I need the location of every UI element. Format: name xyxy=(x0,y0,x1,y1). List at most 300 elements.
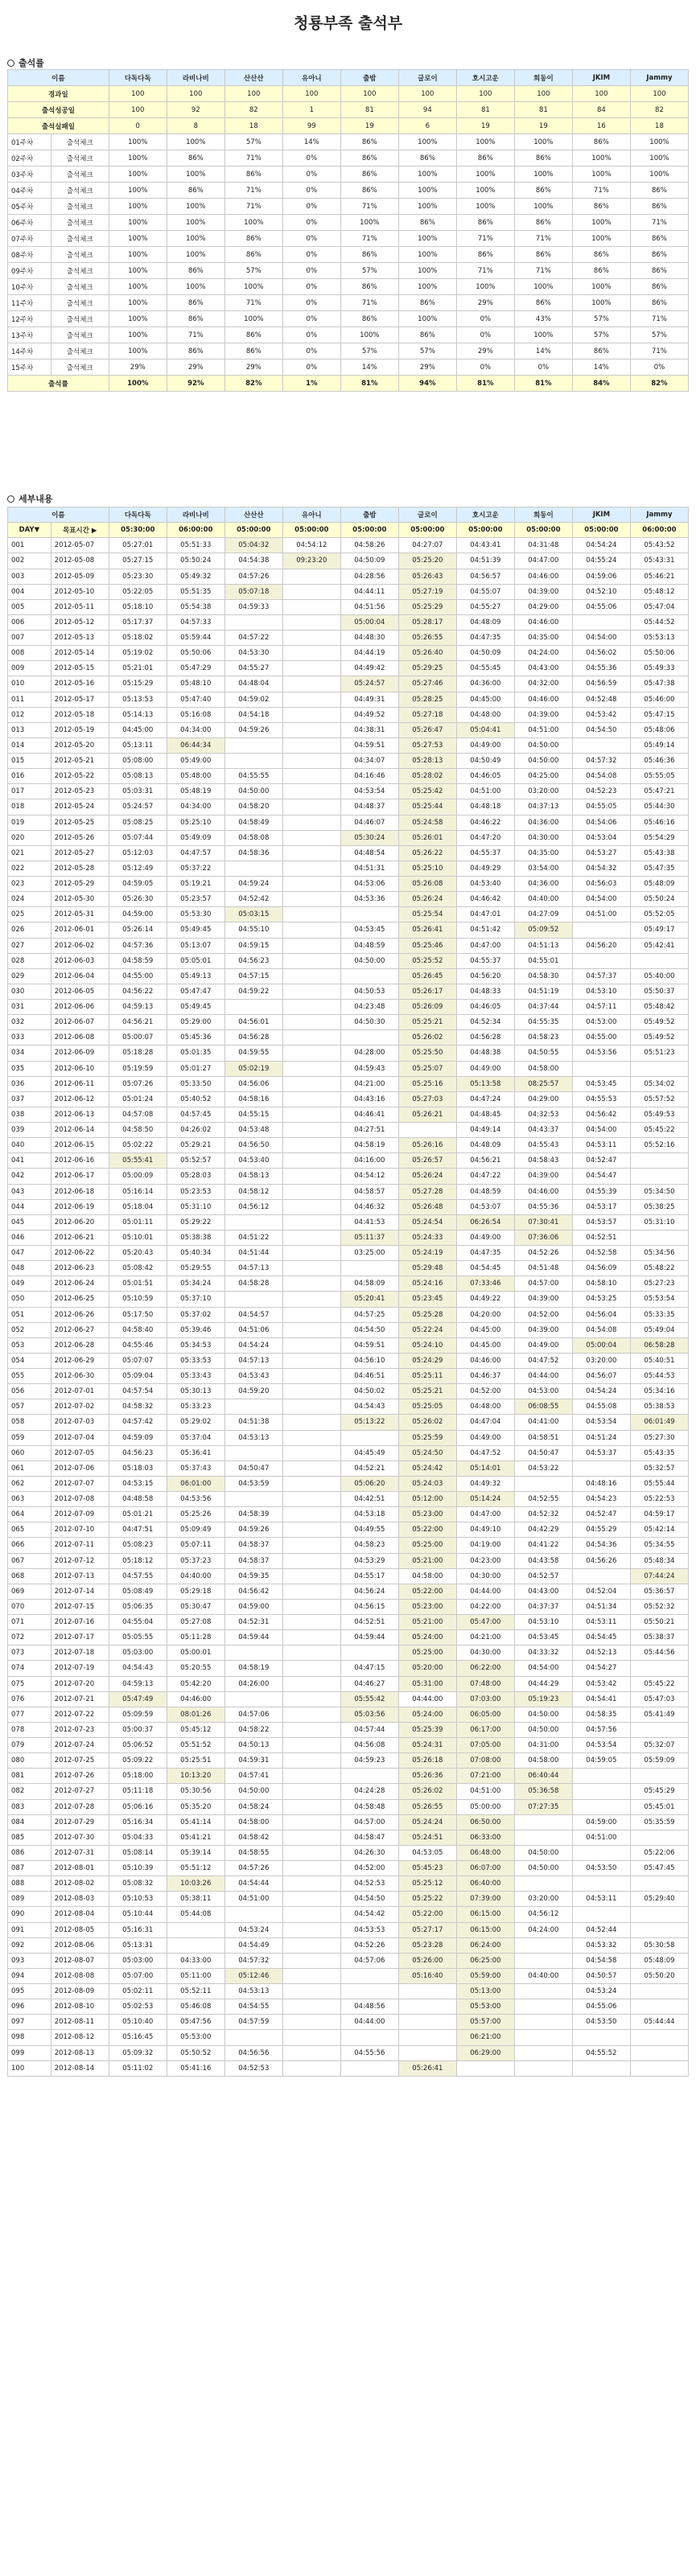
check-in-time: 05:54:29 xyxy=(630,830,688,845)
check-in-time: 05:27:01 xyxy=(109,538,167,553)
check-in-time: 06:07:00 xyxy=(456,1861,514,1876)
check-in-time xyxy=(282,676,340,692)
check-in-time: 05:23:28 xyxy=(398,1937,456,1953)
day-row xyxy=(8,631,689,646)
check-in-time: 05:04:41 xyxy=(456,722,514,737)
check-in-time xyxy=(340,907,398,922)
date: 2012-07-02 xyxy=(51,1399,109,1415)
check-in-time: 05:09:52 xyxy=(514,922,572,938)
check-in-time: 04:50:02 xyxy=(340,1384,398,1399)
check-in-time: 04:26:00 xyxy=(224,1676,282,1691)
check-in-time: 04:46:00 xyxy=(514,569,572,584)
week-row xyxy=(8,166,689,183)
check-in-time: 04:47:00 xyxy=(456,938,514,953)
check-in-time: 04:55:35 xyxy=(514,1015,572,1030)
day-row xyxy=(8,1892,689,1907)
check-in-time: 05:47:40 xyxy=(167,692,224,707)
check-in-time xyxy=(282,569,340,584)
week-percent: 71% xyxy=(224,199,282,215)
section-label: 세부내용 xyxy=(19,494,53,504)
day-row xyxy=(8,2030,689,2045)
check-in-time xyxy=(282,1922,340,1937)
week-percent: 0% xyxy=(282,150,340,166)
check-in-time: 05:25:10 xyxy=(398,861,456,876)
check-in-time: 04:47:22 xyxy=(456,1169,514,1184)
check-in-time: 06:21:00 xyxy=(456,2030,514,2045)
day-row xyxy=(8,1769,689,1784)
date: 2012-06-24 xyxy=(51,1276,109,1292)
day-row xyxy=(8,661,689,676)
date: 2012-05-12 xyxy=(51,614,109,630)
check-in-time: 04:59:23 xyxy=(340,1753,398,1769)
day-row xyxy=(8,569,689,584)
date: 2012-08-14 xyxy=(51,2060,109,2076)
check-in-time: 04:23:00 xyxy=(456,1553,514,1568)
check-in-time: 04:59:15 xyxy=(224,938,282,953)
check-in-time: 05:03:15 xyxy=(224,907,282,922)
day-number: 098 xyxy=(8,2030,51,2045)
check-in-time: 04:53:27 xyxy=(572,845,630,861)
check-in-time: 05:27:18 xyxy=(398,707,456,722)
week-percent: 100% xyxy=(456,279,514,295)
check-in-time: 05:25:29 xyxy=(398,599,456,614)
check-in-time: 07:03:00 xyxy=(456,1691,514,1707)
check-in-time xyxy=(282,1461,340,1476)
check-in-time xyxy=(282,614,340,630)
week-percent: 0% xyxy=(282,215,340,231)
day-number: 094 xyxy=(8,1968,51,1983)
check-in-time: 04:53:15 xyxy=(109,1476,167,1491)
check-in-time: 04:55:53 xyxy=(572,1091,630,1107)
target-time: 05:00:00 xyxy=(282,523,340,538)
day-row xyxy=(8,1046,689,1061)
day-row xyxy=(8,538,689,553)
date: 2012-06-04 xyxy=(51,968,109,984)
check-in-time xyxy=(224,861,282,876)
check-in-time: 04:53:24 xyxy=(572,1984,630,1999)
check-in-time: 05:07:00 xyxy=(109,1968,167,1983)
check-in-time: 04:56:15 xyxy=(340,1599,398,1614)
check-in-time: 05:46:16 xyxy=(630,815,688,830)
check-in-time: 05:10:53 xyxy=(109,1892,167,1907)
check-in-time xyxy=(572,1845,630,1860)
check-in-time: 05:37:04 xyxy=(167,1430,224,1445)
check-in-time: 04:54:47 xyxy=(572,1169,630,1184)
day-number: 074 xyxy=(8,1661,51,1676)
check-in-time: 05:38:53 xyxy=(630,1399,688,1415)
check-in-time: 04:48:09 xyxy=(456,614,514,630)
check-in-time: 05:23:45 xyxy=(398,1292,456,1307)
check-in-time xyxy=(514,2015,572,2030)
check-in-time xyxy=(282,922,340,938)
check-in-time: 04:35:00 xyxy=(514,631,572,646)
check-in-time: 05:06:35 xyxy=(109,1599,167,1614)
check-in-time xyxy=(282,1568,340,1584)
date: 2012-06-01 xyxy=(51,922,109,938)
check-in-time: 07:21:00 xyxy=(456,1769,514,1784)
day-number: 010 xyxy=(8,676,51,692)
check-in-time xyxy=(630,1830,688,1845)
check-in-time: 04:55:24 xyxy=(572,553,630,569)
check-in-time: 05:30:58 xyxy=(630,1937,688,1953)
check-in-time xyxy=(282,1769,340,1784)
day-row xyxy=(8,861,689,876)
summary-value: 94 xyxy=(398,102,456,118)
check-in-time: 05:47:00 xyxy=(456,1615,514,1630)
check-in-time: 04:57:15 xyxy=(224,968,282,984)
check-in-time: 04:46:00 xyxy=(514,1184,572,1199)
date: 2012-08-11 xyxy=(51,2015,109,2030)
member-name: 글로이 xyxy=(398,507,456,523)
member-name: 라비나비 xyxy=(167,70,224,86)
check-in-time: 04:58:13 xyxy=(224,1169,282,1184)
day-number: 029 xyxy=(8,968,51,984)
check-in-time: 05:33:23 xyxy=(167,1399,224,1415)
check-in-time: 05:33:35 xyxy=(630,1307,688,1322)
check-in-time xyxy=(224,1399,282,1415)
check-in-time: 04:46:37 xyxy=(456,1369,514,1384)
target-time: 05:00:00 xyxy=(514,523,572,538)
check-in-time xyxy=(340,1968,398,1983)
check-in-time: 04:55:05 xyxy=(572,799,630,815)
check-in-time: 04:54:50 xyxy=(340,1322,398,1337)
week-percent: 100% xyxy=(398,247,456,263)
check-type: 출석체크 xyxy=(51,295,109,311)
check-in-time xyxy=(282,1753,340,1769)
check-in-time: 04:54:57 xyxy=(224,1307,282,1322)
date: 2012-05-13 xyxy=(51,631,109,646)
check-in-time: 06:08:55 xyxy=(514,1399,572,1415)
day-row xyxy=(8,845,689,861)
check-in-time: 05:23:00 xyxy=(398,1507,456,1522)
check-in-time xyxy=(224,1214,282,1230)
week-percent: 86% xyxy=(340,150,398,166)
week-row xyxy=(8,343,689,359)
check-in-time: 05:26:14 xyxy=(109,922,167,938)
week-percent: 86% xyxy=(398,215,456,231)
check-in-time: 04:46:00 xyxy=(167,1691,224,1707)
check-in-time: 04:49:52 xyxy=(340,707,398,722)
check-in-time: 05:45:22 xyxy=(630,1123,688,1138)
check-in-time: 04:51:39 xyxy=(456,553,514,569)
check-in-time: 04:54:36 xyxy=(572,1538,630,1553)
check-in-time: 04:55:36 xyxy=(514,1199,572,1214)
day-number: 018 xyxy=(8,799,51,815)
check-in-time: 04:16:00 xyxy=(340,1153,398,1169)
check-in-time: 05:54:38 xyxy=(167,599,224,614)
check-in-time: 05:49:17 xyxy=(630,922,688,938)
check-in-time: 04:58:32 xyxy=(109,1399,167,1415)
summary-value: 92 xyxy=(167,102,224,118)
check-in-time xyxy=(224,614,282,630)
check-in-time: 05:26:24 xyxy=(398,892,456,907)
check-in-time: 05:09:22 xyxy=(109,1753,167,1769)
check-in-time xyxy=(398,2030,456,2045)
week-percent: 86% xyxy=(224,231,282,247)
check-in-time: 04:54:50 xyxy=(340,1892,398,1907)
check-in-time: 05:29:21 xyxy=(167,1138,224,1153)
check-in-time: 04:51:24 xyxy=(572,1430,630,1445)
check-in-time: 04:44:00 xyxy=(340,2015,398,2030)
day-row xyxy=(8,922,689,938)
week-percent: 100% xyxy=(398,166,456,183)
check-in-time: 04:53:00 xyxy=(514,1384,572,1399)
week-percent: 86% xyxy=(630,183,688,199)
check-type: 출석체크 xyxy=(51,327,109,343)
day-row xyxy=(8,692,689,707)
check-in-time: 04:46:05 xyxy=(456,1000,514,1015)
week-percent: 71% xyxy=(630,311,688,327)
check-in-time xyxy=(456,2060,514,2076)
check-in-time xyxy=(630,1153,688,1169)
check-in-time: 05:25:54 xyxy=(398,907,456,922)
day-row xyxy=(8,1738,689,1753)
day-row xyxy=(8,1138,689,1153)
week-percent: 0% xyxy=(630,359,688,376)
day-row xyxy=(8,877,689,892)
date: 2012-07-10 xyxy=(51,1522,109,1538)
date: 2012-07-08 xyxy=(51,1492,109,1507)
check-in-time: 04:55:52 xyxy=(572,2045,630,2060)
check-in-time: 04:45:00 xyxy=(456,1322,514,1337)
check-in-time: 04:52:58 xyxy=(572,1246,630,1261)
check-in-time: 04:53:50 xyxy=(572,1861,630,1876)
week-percent: 100% xyxy=(514,327,572,343)
day-number: 020 xyxy=(8,830,51,845)
summary-value: 82 xyxy=(630,102,688,118)
member-name: 출밤 xyxy=(340,70,398,86)
week-percent: 100% xyxy=(514,279,572,295)
check-in-time: 04:58:00 xyxy=(398,1568,456,1584)
date: 2012-06-03 xyxy=(51,953,109,968)
check-in-time: 05:25:52 xyxy=(398,953,456,968)
check-in-time: 04:54:43 xyxy=(340,1399,398,1415)
check-in-time: 05:26:43 xyxy=(398,569,456,584)
check-in-time xyxy=(282,1892,340,1907)
check-in-time: 04:51:31 xyxy=(340,861,398,876)
check-in-time: 05:49:09 xyxy=(167,830,224,845)
check-in-time xyxy=(282,1061,340,1076)
check-in-time: 05:50:21 xyxy=(630,1615,688,1630)
check-in-time: 05:44:08 xyxy=(167,1907,224,1922)
week-percent: 100% xyxy=(109,150,167,166)
check-in-time: 05:10:40 xyxy=(109,2015,167,2030)
date: 2012-06-15 xyxy=(51,1138,109,1153)
check-in-time: 04:56:26 xyxy=(572,1553,630,1568)
check-in-time: 04:37:44 xyxy=(514,1000,572,1015)
check-in-time: 04:43:16 xyxy=(340,1091,398,1107)
week-percent: 0% xyxy=(282,327,340,343)
check-in-time: 05:09:04 xyxy=(109,1369,167,1384)
check-in-time: 04:57:55 xyxy=(109,1568,167,1584)
check-in-time: 04:52:53 xyxy=(224,2060,282,2076)
check-in-time: 04:44:11 xyxy=(340,584,398,599)
summary-value: 82 xyxy=(224,102,282,118)
check-in-time: 04:57:33 xyxy=(167,614,224,630)
date: 2012-07-31 xyxy=(51,1845,109,1860)
check-in-time: 05:38:11 xyxy=(167,1892,224,1907)
day-number: 025 xyxy=(8,907,51,922)
check-in-time: 04:53:42 xyxy=(572,707,630,722)
check-in-time: 05:40:51 xyxy=(630,1353,688,1368)
date: 2012-06-08 xyxy=(51,1030,109,1046)
day-sort-label: DAY▼ xyxy=(8,523,51,538)
check-in-time: 04:26:30 xyxy=(340,1845,398,1860)
check-in-time: 04:55:27 xyxy=(456,599,514,614)
check-in-time xyxy=(282,1246,340,1261)
check-in-time: 04:50:49 xyxy=(456,754,514,769)
check-in-time: 04:50:09 xyxy=(456,646,514,661)
check-in-time: 05:10:39 xyxy=(109,1861,167,1876)
date: 2012-08-01 xyxy=(51,1861,109,1876)
date: 2012-05-14 xyxy=(51,646,109,661)
rate-value: 81% xyxy=(340,376,398,392)
day-row xyxy=(8,2015,689,2030)
check-in-time: 04:47:35 xyxy=(456,1246,514,1261)
check-in-time: 04:50:00 xyxy=(340,953,398,968)
check-in-time: 04:45:00 xyxy=(456,692,514,707)
check-in-time: 05:08:42 xyxy=(109,1261,167,1276)
date: 2012-05-07 xyxy=(51,538,109,553)
check-in-time xyxy=(282,1292,340,1307)
check-in-time: 04:57:44 xyxy=(340,1722,398,1737)
week-percent: 57% xyxy=(340,263,398,279)
day-row xyxy=(8,1384,689,1399)
day-number: 014 xyxy=(8,737,51,753)
check-in-time xyxy=(282,646,340,661)
check-in-time: 05:28:02 xyxy=(398,769,456,784)
check-in-time: 05:35:59 xyxy=(630,1814,688,1830)
check-in-time: 05:00:37 xyxy=(109,1722,167,1737)
week-percent: 86% xyxy=(630,199,688,215)
check-in-time xyxy=(282,1676,340,1691)
day-number: 056 xyxy=(8,1384,51,1399)
check-in-time xyxy=(398,2045,456,2060)
check-in-time xyxy=(282,784,340,799)
check-in-time: 05:45:22 xyxy=(630,1676,688,1691)
week-percent: 86% xyxy=(340,166,398,183)
check-in-time: 07:48:00 xyxy=(456,1676,514,1691)
check-in-time: 04:58:09 xyxy=(340,1276,398,1292)
check-in-time: 05:41:16 xyxy=(167,2060,224,2076)
check-in-time: 04:53:04 xyxy=(572,830,630,845)
check-in-time: 04:52:57 xyxy=(514,1568,572,1584)
check-in-time: 04:58:35 xyxy=(572,1707,630,1722)
check-in-time xyxy=(282,1322,340,1337)
check-in-time: 04:54:44 xyxy=(224,1876,282,1892)
check-in-time: 05:24:00 xyxy=(398,1707,456,1722)
check-in-time: 04:56:06 xyxy=(224,1076,282,1091)
check-in-time: 04:49:00 xyxy=(456,1230,514,1245)
check-in-time xyxy=(282,1138,340,1153)
check-in-time: 05:22:53 xyxy=(630,1492,688,1507)
day-number: 048 xyxy=(8,1261,51,1276)
check-in-time: 05:11:18 xyxy=(109,1784,167,1799)
summary-value: 100 xyxy=(514,86,572,102)
day-number: 005 xyxy=(8,599,51,614)
check-in-time xyxy=(340,1430,398,1445)
check-in-time: 05:25:00 xyxy=(398,1538,456,1553)
check-in-time: 07:08:00 xyxy=(456,1753,514,1769)
check-in-time: 04:47:52 xyxy=(514,1353,572,1368)
week-label: 09주차 xyxy=(8,263,51,279)
check-in-time xyxy=(282,769,340,784)
check-in-time: 05:23:53 xyxy=(167,1184,224,1199)
check-in-time xyxy=(282,1615,340,1630)
week-percent: 71% xyxy=(224,295,282,311)
week-percent: 86% xyxy=(340,311,398,327)
check-in-time: 04:49:55 xyxy=(340,1522,398,1538)
check-in-time: 05:04:32 xyxy=(224,538,282,553)
check-in-time: 04:56:07 xyxy=(572,1369,630,1384)
check-in-time xyxy=(282,661,340,676)
target-time: 06:00:00 xyxy=(167,523,224,538)
day-row xyxy=(8,1799,689,1814)
week-percent: 86% xyxy=(572,263,630,279)
day-row xyxy=(8,1246,689,1261)
check-in-time: 05:24:10 xyxy=(398,1337,456,1353)
check-in-time: 04:57:45 xyxy=(167,1107,224,1122)
check-in-time: 05:24:57 xyxy=(109,799,167,815)
day-number: 047 xyxy=(8,1246,51,1261)
date: 2012-06-09 xyxy=(51,1046,109,1061)
check-in-time: 05:37:23 xyxy=(167,1553,224,1568)
check-in-time: 05:31:00 xyxy=(398,1676,456,1691)
check-in-time: 04:39:00 xyxy=(514,707,572,722)
check-in-time: 05:46:21 xyxy=(630,569,688,584)
check-in-time: 04:52:48 xyxy=(572,692,630,707)
check-in-time: 05:14:01 xyxy=(456,1461,514,1476)
check-in-time xyxy=(514,1830,572,1845)
check-in-time: 04:55:27 xyxy=(224,661,282,676)
check-in-time: 04:49:00 xyxy=(456,737,514,753)
check-in-time: 05:45:23 xyxy=(398,1861,456,1876)
date: 2012-07-27 xyxy=(51,1784,109,1799)
check-in-time xyxy=(282,1999,340,2015)
date: 2012-06-25 xyxy=(51,1292,109,1307)
check-in-time: 05:40:52 xyxy=(167,1091,224,1107)
check-in-time: 05:25:21 xyxy=(398,1015,456,1030)
member-name: JKIM xyxy=(572,70,630,86)
day-row xyxy=(8,1907,689,1922)
check-in-time: 04:50:00 xyxy=(514,1707,572,1722)
check-in-time: 04:51:00 xyxy=(572,907,630,922)
check-in-time: 05:44:30 xyxy=(630,799,688,815)
check-in-time: 04:38:31 xyxy=(340,722,398,737)
check-in-time: 05:36:58 xyxy=(514,1784,572,1799)
check-in-time: 05:24:24 xyxy=(398,1814,456,1830)
check-in-time: 05:26:18 xyxy=(398,1753,456,1769)
check-in-time: 04:57:41 xyxy=(224,1769,282,1784)
check-in-time: 04:52:00 xyxy=(340,1861,398,1876)
check-in-time: 04:44:00 xyxy=(456,1584,514,1599)
check-in-time xyxy=(282,1738,340,1753)
week-percent: 100% xyxy=(109,295,167,311)
check-in-time: 05:26:16 xyxy=(398,1138,456,1153)
check-in-time: 04:31:00 xyxy=(514,1738,572,1753)
check-in-time xyxy=(224,1292,282,1307)
check-in-time: 04:54:24 xyxy=(572,1384,630,1399)
day-row xyxy=(8,1553,689,1568)
check-in-time: 05:16:45 xyxy=(109,2030,167,2045)
check-in-time: 04:59:20 xyxy=(224,1384,282,1399)
day-number: 028 xyxy=(8,953,51,968)
day-row xyxy=(8,1984,689,1999)
check-in-time: 05:02:22 xyxy=(109,1138,167,1153)
day-number: 012 xyxy=(8,707,51,722)
check-in-time: 04:54:00 xyxy=(572,892,630,907)
check-in-time: 04:58:00 xyxy=(514,1061,572,1076)
